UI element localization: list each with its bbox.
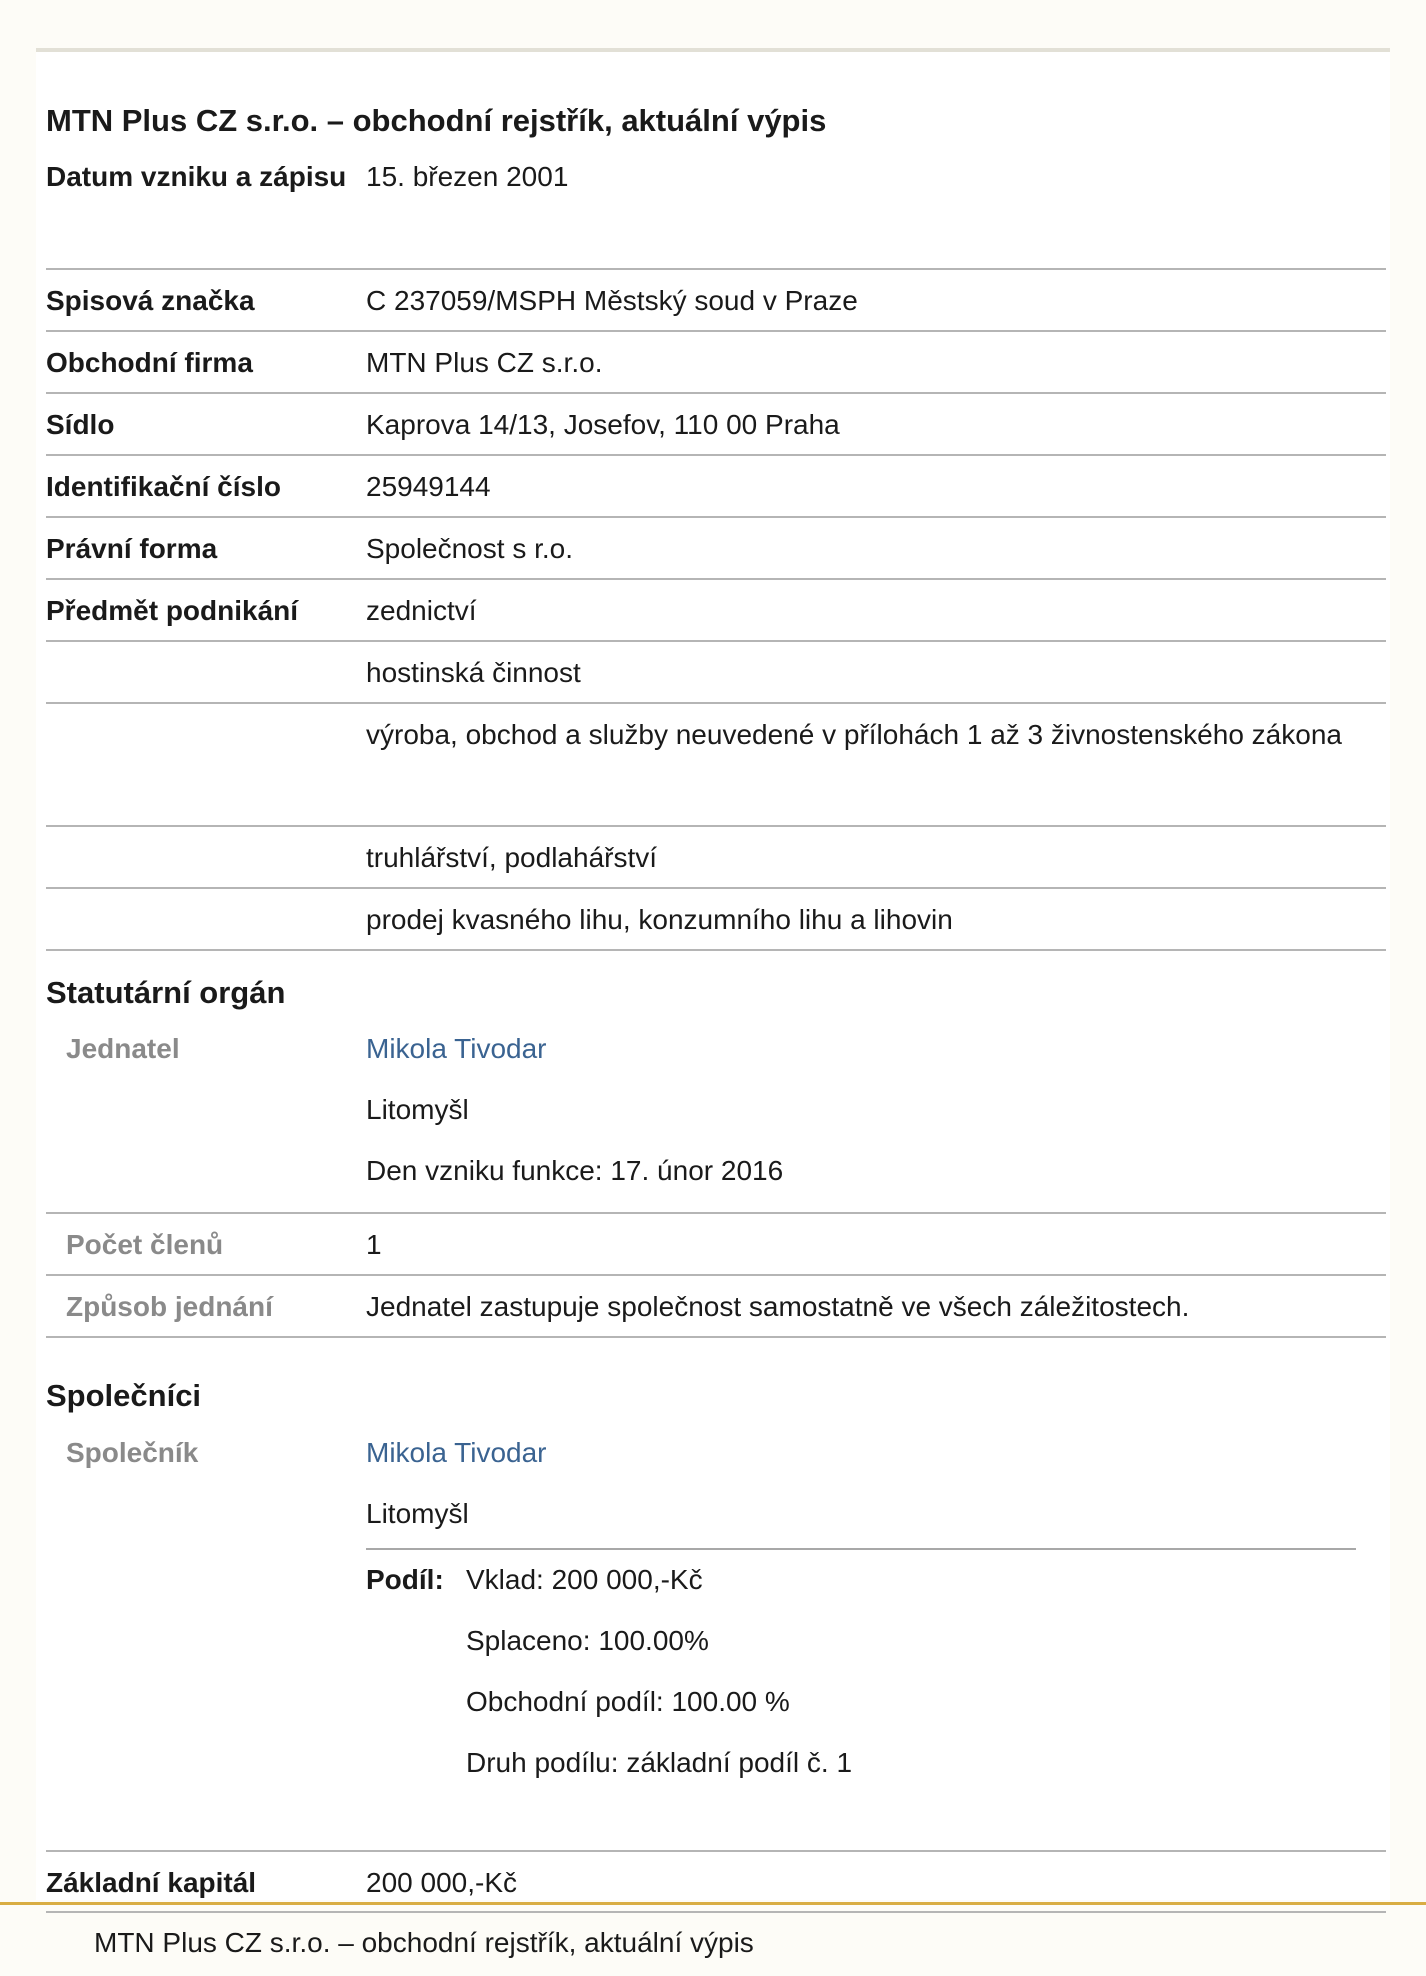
- value-spisova: [366, 270, 1376, 331]
- row-zpusob: [46, 1276, 1386, 1338]
- label-datum: Datum vzniku a zápisu: [46, 161, 347, 192]
- sidlo-text: Kaprova 14/13, Josefov, 110 00 Praha: [366, 409, 840, 440]
- spolecnik-name-link[interactable]: Mikola Tivodar: [366, 1437, 547, 1468]
- value-predmet-5: [366, 889, 1376, 950]
- podil-obchodni: Obchodní podíl: 100.00 %: [466, 1686, 790, 1717]
- predmet-item: zednictví: [366, 595, 477, 626]
- value-ic: [366, 456, 1376, 517]
- row-predmet-1: [46, 580, 1386, 642]
- row-firma: [46, 332, 1386, 394]
- value-datum: [366, 146, 1376, 207]
- firma-text: MTN Plus CZ s.r.o.: [366, 347, 603, 378]
- label-jednatel: Jednatel: [66, 1033, 180, 1064]
- label-firma: Obchodní firma: [46, 347, 253, 378]
- label-pocet: Počet členů: [66, 1229, 224, 1260]
- kapital-text: 200 000,-Kč: [366, 1867, 517, 1898]
- value-pocet: [366, 1214, 1376, 1275]
- row-spisova: [46, 270, 1386, 332]
- row-sidlo: [46, 394, 1386, 456]
- label-forma: Právní forma: [46, 533, 218, 564]
- jednatel-since: Den vzniku funkce: 17. únor 2016: [366, 1155, 784, 1186]
- value-forma: [366, 518, 1376, 579]
- value-jednatel: [366, 1018, 1376, 1201]
- podil-splaceno: Splaceno: 100.00%: [466, 1625, 709, 1656]
- row-datum: [46, 146, 1386, 270]
- podil-label: Podíl:: [366, 1564, 444, 1595]
- label-kapital: Základní kapitál: [46, 1867, 257, 1898]
- podil-druh: Druh podílu: základní podíl č. 1: [466, 1747, 853, 1778]
- label-predmet: Předmět podnikání: [46, 595, 299, 626]
- heading-spolecnici: Společníci: [46, 1378, 202, 1413]
- label-spolecnik: Společník: [66, 1437, 199, 1468]
- value-spolecnik: [366, 1422, 1376, 1544]
- predmet-item: prodej kvasného lihu, konzumního lihu a lihovin: [366, 904, 953, 935]
- forma-text: Společnost s r.o.: [366, 533, 574, 564]
- spolecnik-city: Litomyšl: [366, 1498, 469, 1529]
- label-sidlo: Sídlo: [46, 409, 115, 440]
- datum-text: 15. březen 2001: [366, 161, 569, 192]
- row-spolecnik: [46, 1422, 1386, 1852]
- footer-caption: MTN Plus CZ s.r.o. – obchodní rejstřík, aktuální výpis: [94, 1927, 754, 1958]
- ic-text: 25949144: [366, 471, 491, 502]
- footer-divider: [0, 1902, 1426, 1905]
- row-jednatel: [46, 1018, 1386, 1214]
- value-predmet-1: [366, 580, 1376, 641]
- predmet-item: výroba, obchod a služby neuvedené v přílohách 1 až 3 živnostenského zákona: [366, 719, 1342, 750]
- row-pocet: [46, 1214, 1386, 1276]
- label-ic: Identifikační číslo: [46, 471, 281, 502]
- page-title: MTN Plus CZ s.r.o. – obchodní rejstřík, aktuální výpis: [46, 103, 827, 138]
- value-predmet-4: [366, 827, 1376, 888]
- podil-values: [466, 1549, 852, 1793]
- predmet-item: hostinská činnost: [366, 657, 581, 688]
- value-firma: [366, 332, 1376, 393]
- pocet-text: 1: [366, 1229, 382, 1260]
- jednatel-city: Litomyšl: [366, 1094, 469, 1125]
- zpusob-text: Jednatel zastupuje společnost samostatně ve všech záležitostech.: [366, 1291, 1190, 1322]
- row-predmet-4: [46, 827, 1386, 889]
- value-sidlo: [366, 394, 1376, 455]
- podil-vklad: Vklad: 200 000,-Kč: [466, 1564, 703, 1595]
- value-predmet-2: [366, 642, 1376, 703]
- row-forma: [46, 518, 1386, 580]
- predmet-item: truhlářství, podlahářství: [366, 842, 658, 873]
- label-zpusob: Způsob jednání: [66, 1291, 273, 1322]
- row-predmet-2: [46, 642, 1386, 704]
- value-predmet-3: [366, 704, 1366, 765]
- row-predmet-3: [46, 704, 1386, 827]
- row-predmet-5: [46, 889, 1386, 951]
- row-ic: [46, 456, 1386, 518]
- spisova-text: C 237059/MSPH Městský soud v Praze: [366, 285, 858, 316]
- register-card: [36, 52, 1390, 1900]
- value-zpusob: [366, 1276, 1376, 1337]
- jednatel-name-link[interactable]: Mikola Tivodar: [366, 1033, 547, 1064]
- label-spisova: Spisová značka: [46, 285, 255, 316]
- heading-statutarni: Statutární orgán: [46, 975, 286, 1010]
